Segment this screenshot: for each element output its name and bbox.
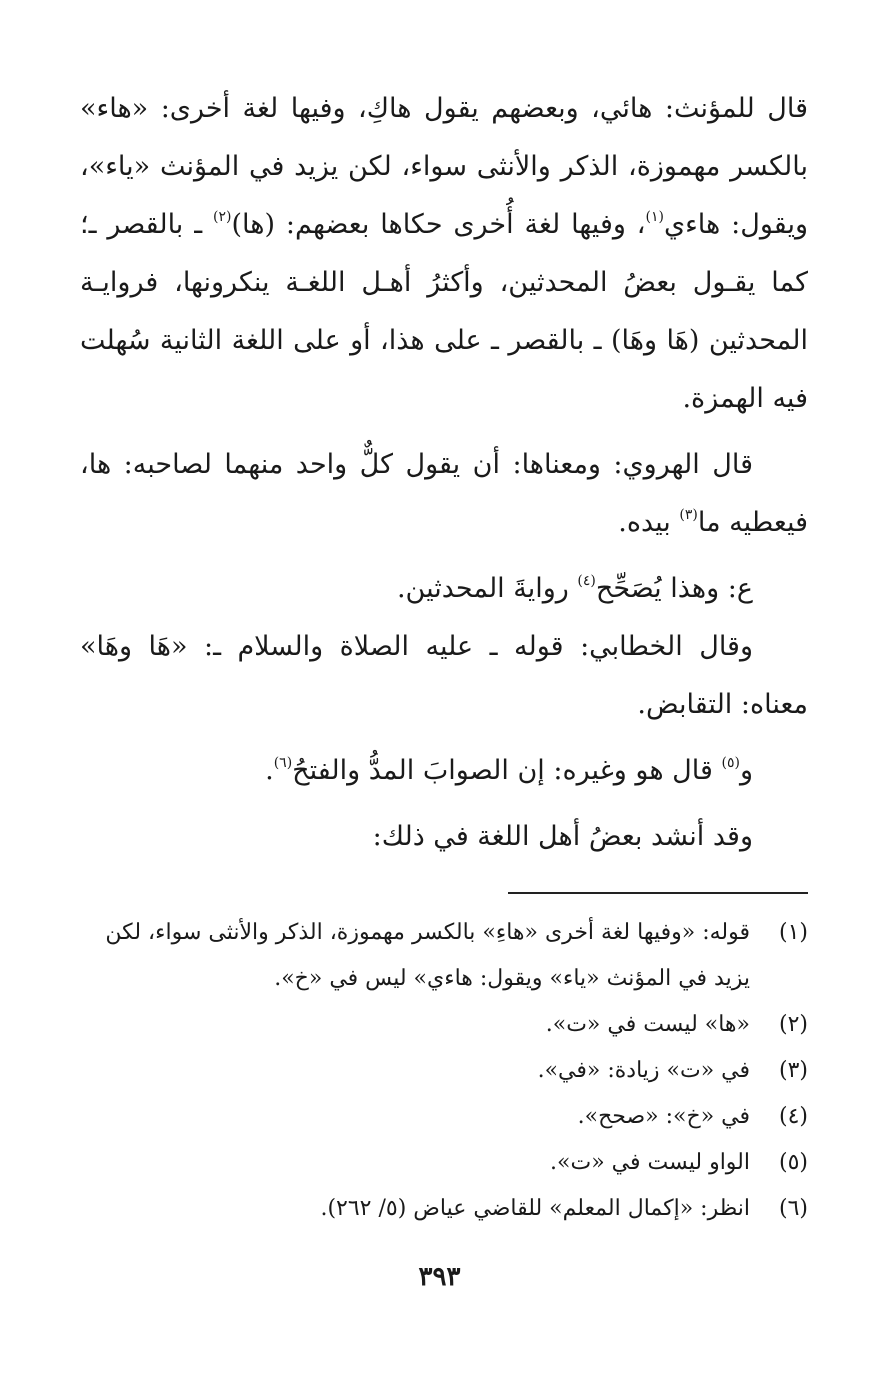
footnote-number: (١) — [778, 920, 808, 945]
paragraph-1: قال للمؤنث: هائي، وبعضهم يقول هاكِ، وفيها لغة أخرى: «هاء» بالكسر مهموزة، الذكر والأنثى سواء، لكن يزيد في المؤنث «ياء»، ويقول: هاءي$^{(١)}$، وفيها لغة أُخرى حكاها بعضهم: (ها)$^{(٢)}$ ـ بالقصر ـ؛ كما يقـول بعضُ المحدثين، وأكثرُ أهـل اللغـة ينكرونها، فروايـة المحدثين (هَا وهَا) ـ بالقصر ـ على هذا، أو على اللغة الثانية سُهلت فيه الهمزة. — [80, 93, 809, 414]
footnote-ref-4: (٤) — [577, 573, 596, 589]
footnote-divider — [508, 892, 808, 894]
book-page — [80, 80, 809, 1221]
footnote-ref-2: (٢) — [213, 209, 232, 225]
footnotes — [80, 910, 808, 1232]
footnote-3 — [80, 1048, 808, 1094]
footnote-text: «ها» ليست في «ت». — [545, 1012, 750, 1037]
footnote-text: قوله: «وفيها لغة أخرى «هاءِ» بالكسر مهموزة، الذكر والأنثى سواء، لكن يزيد في المؤنث «ياء» ويقول: هاءي» ليس في «خ». — [105, 920, 750, 991]
paragraph-2: قال الهروي: ومعناها: أن يقول كلٌّ واحد منهما لصاحبه: ها، فيعطيه ما$^{(٣)}$ بيده. — [80, 449, 808, 538]
paragraph-6: وقد أنشد بعضُ أهل اللغة في ذلك: — [372, 821, 753, 852]
footnote-text: انظر: «إكمال المعلم» للقاضي عياض (٥/ ٢٦٢). — [320, 1196, 750, 1221]
footnote-number: (٢) — [778, 1012, 808, 1037]
footnote-ref-1: (١) — [645, 209, 664, 225]
footnote-number: (٤) — [778, 1104, 808, 1129]
paragraph-3: ع: وهذا يُصَحِّح$^{(٤)}$ روايةَ المحدثين. — [396, 573, 753, 604]
footnote-2 — [80, 1002, 808, 1048]
main-text — [80, 80, 808, 866]
paragraph-5: و$^{(٥)}$ قال هو وغيره: إن الصوابَ المدُّ والفتحُ$^{(٦)}$. — [265, 755, 753, 786]
footnote-6 — [80, 1186, 808, 1232]
footnote-number: (٦) — [778, 1196, 808, 1221]
page-number: ٣٩٣ — [418, 1262, 461, 1292]
footnote-ref-3: (٣) — [679, 507, 698, 523]
footnote-number: (٥) — [778, 1150, 808, 1175]
footnote-text: في «خ»: «صحح». — [577, 1104, 750, 1129]
footnote-ref-5: (٥) — [721, 755, 740, 771]
footnote-5 — [80, 1140, 808, 1186]
footnote-number: (٣) — [778, 1058, 808, 1083]
footnote-ref-6: (٦) — [273, 755, 293, 771]
footnote-text: في «ت» زيادة: «في». — [537, 1058, 750, 1083]
footnote-4 — [80, 1094, 808, 1140]
paragraph-4: وقال الخطابي: قوله ـ عليه الصلاة والسلام ـ: «هَا وهَا» معناه: التقابض. — [80, 631, 808, 720]
footnote-text: الواو ليست في «ت». — [550, 1150, 750, 1175]
footnote-1 — [80, 910, 808, 1002]
